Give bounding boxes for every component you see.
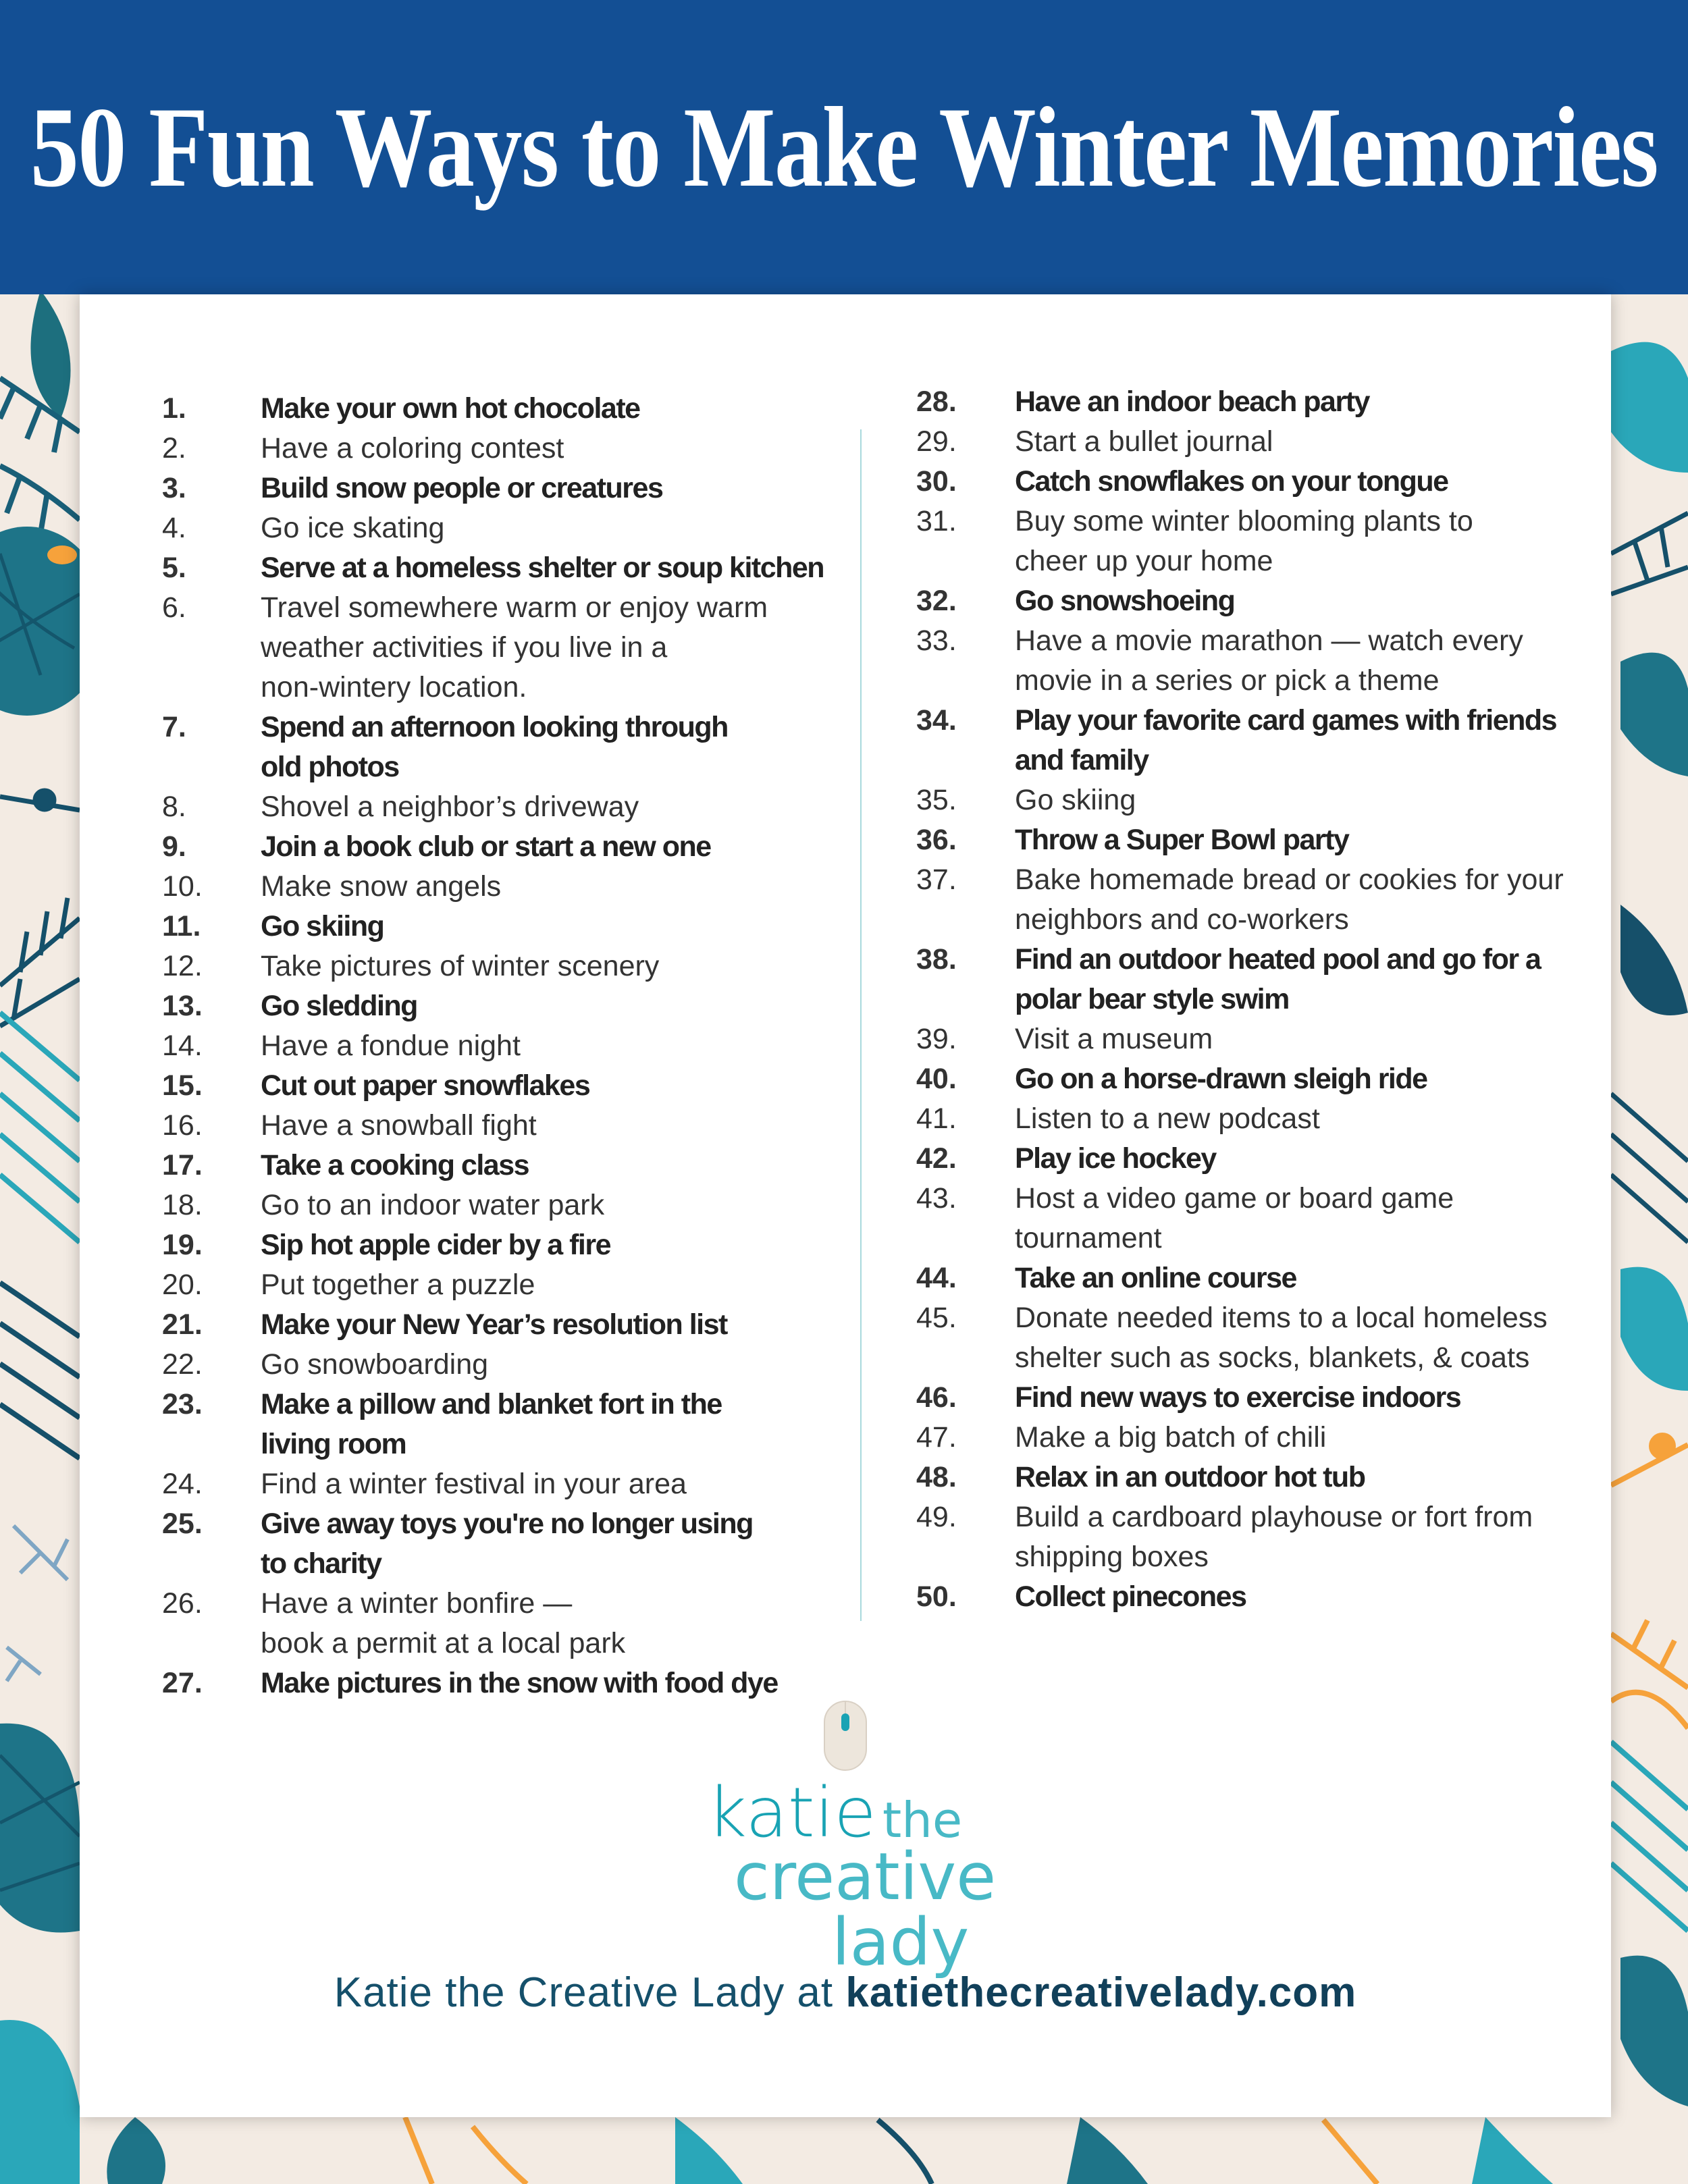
list-item-text: Play ice hockey	[1015, 1142, 1216, 1175]
brand-word-katie: katie	[707, 1773, 876, 1853]
list-item	[916, 1258, 1591, 1298]
list-item-number: 36.	[916, 824, 957, 856]
list-item-text: Bake homemade bread or cookies for your neighbors and co-workers	[1015, 863, 1564, 936]
list-item	[162, 907, 871, 947]
list-item	[916, 621, 1591, 701]
list-item	[916, 1019, 1591, 1059]
right-foliage-illustration	[1611, 342, 1688, 2106]
list-item-number: 25.	[162, 1508, 203, 1540]
list-card	[80, 294, 1611, 2117]
footer-credit	[80, 1969, 1611, 2017]
list-item-number: 6.	[162, 591, 186, 624]
list-item	[162, 588, 871, 708]
brand-word-lady: lady	[832, 1905, 970, 1980]
list-item-number: 12.	[162, 950, 203, 982]
list-item	[162, 389, 871, 429]
list-item-text: Go skiing	[1015, 784, 1136, 816]
page-title: 50 Fun Ways to Make Winter Memories	[30, 83, 1658, 211]
list-item-number: 45.	[916, 1302, 957, 1334]
list-item-number: 30.	[916, 465, 957, 498]
list-item-number: 39.	[916, 1023, 957, 1055]
list-item-number: 34.	[916, 704, 957, 737]
list-item	[916, 860, 1591, 940]
left-list-column	[162, 389, 871, 1703]
list-item-text: Make snow angels	[261, 870, 502, 903]
list-item-number: 24.	[162, 1468, 203, 1500]
list-item-number: 2.	[162, 432, 186, 464]
list-item-text: Find new ways to exercise indoors	[1015, 1381, 1461, 1414]
column-divider	[860, 429, 862, 1621]
list-item-text: Build a cardboard playhouse or fort from shipping boxes	[1015, 1501, 1533, 1573]
list-item-number: 19.	[162, 1229, 203, 1261]
list-item	[916, 1099, 1591, 1139]
list-item	[916, 1418, 1591, 1458]
list-item-text: Take an online course	[1015, 1262, 1296, 1294]
list-item-number: 44.	[916, 1262, 957, 1294]
list-item-number: 17.	[162, 1149, 203, 1181]
bottom-foliage-illustration	[107, 2117, 1553, 2184]
list-item	[162, 1026, 871, 1066]
list-item-text: Give away toys you're no longer using to charity	[261, 1508, 753, 1580]
list-item-text: Spend an afternoon looking through old photos	[261, 711, 728, 783]
list-item-text: Join a book club or start a new one	[261, 830, 711, 863]
list-item-number: 35.	[916, 784, 957, 816]
list-item	[916, 462, 1591, 502]
list-item-number: 40.	[916, 1063, 957, 1095]
list-item	[162, 787, 871, 827]
list-item-number: 50.	[916, 1580, 957, 1613]
list-item-text: Travel somewhere warm or enjoy warm weather activities if you live in a non-wintery location.	[261, 591, 768, 703]
list-item-text: Go snowshoeing	[1015, 585, 1235, 617]
list-item	[162, 827, 871, 867]
list-item-number: 32.	[916, 585, 957, 617]
list-item-text: Build snow people or creatures	[261, 472, 663, 504]
list-item-text: Find an outdoor heated pool and go for a polar bear style swim	[1015, 943, 1541, 1015]
list-item	[162, 1385, 871, 1464]
list-item-text: Make your New Year’s resolution list	[261, 1308, 727, 1341]
list-item-text: Take pictures of winter scenery	[261, 950, 660, 982]
list-item-text: Throw a Super Bowl party	[1015, 824, 1349, 856]
list-item	[162, 1066, 871, 1106]
footer-prefix: Katie the Creative Lady at	[334, 1969, 834, 2016]
list-item	[162, 429, 871, 469]
list-item	[162, 947, 871, 986]
list-item-number: 23.	[162, 1388, 203, 1420]
list-item	[916, 1298, 1591, 1378]
list-item-number: 5.	[162, 552, 186, 584]
list-item-text: Find a winter festival in your area	[261, 1468, 687, 1500]
list-item-text: Go on a horse-drawn sleigh ride	[1015, 1063, 1427, 1095]
list-item-text: Have an indoor beach party	[1015, 385, 1369, 418]
list-item-text: Have a fondue night	[261, 1030, 521, 1062]
list-item-number: 22.	[162, 1348, 203, 1381]
list-item-text: Collect pinecones	[1015, 1580, 1246, 1613]
brand-logo	[80, 1699, 1611, 1996]
brand-wordmark	[656, 1773, 1034, 1996]
list-item-text: Have a winter bonfire — book a permit at a local park	[261, 1587, 626, 1659]
list-item-text: Have a snowball fight	[261, 1109, 537, 1142]
list-item-number: 10.	[162, 870, 203, 903]
list-item-text: Go skiing	[261, 910, 384, 942]
list-item	[162, 1265, 871, 1305]
list-item-number: 20.	[162, 1269, 203, 1301]
list-item	[916, 1458, 1591, 1497]
list-item	[916, 1577, 1591, 1617]
list-item	[916, 1378, 1591, 1418]
list-item	[916, 1179, 1591, 1258]
list-item	[916, 780, 1591, 820]
list-item	[916, 422, 1591, 462]
footer-website-link[interactable]: katiethecreativelady.com	[845, 1969, 1357, 2016]
list-item-number: 15.	[162, 1069, 203, 1102]
list-item-text: Make your own hot chocolate	[261, 392, 640, 425]
list-item-text: Have a movie marathon — watch every movie in a series or pick a theme	[1015, 624, 1523, 697]
list-item	[916, 701, 1591, 780]
list-item	[162, 1106, 871, 1146]
list-item-number: 28.	[916, 385, 957, 418]
computer-mouse-icon	[822, 1699, 869, 1773]
header-banner	[0, 0, 1688, 294]
list-item	[162, 1663, 871, 1703]
list-item-number: 33.	[916, 624, 957, 657]
list-item-number: 11.	[162, 910, 201, 942]
list-item-text: Take a cooking class	[261, 1149, 529, 1181]
list-item	[162, 1345, 871, 1385]
list-item-number: 37.	[916, 863, 957, 896]
list-item	[916, 1497, 1591, 1577]
list-item	[916, 1059, 1591, 1099]
right-list-column	[916, 382, 1591, 1617]
list-item-number: 29.	[916, 425, 957, 458]
list-item-text: Buy some winter blooming plants to cheer up your home	[1015, 505, 1473, 577]
list-item-number: 16.	[162, 1109, 203, 1142]
list-item-text: Listen to a new podcast	[1015, 1102, 1320, 1135]
list-item-text: Go ice skating	[261, 512, 445, 544]
list-item	[162, 1464, 871, 1504]
list-item-number: 47.	[916, 1421, 957, 1454]
list-item	[162, 469, 871, 508]
list-item-number: 13.	[162, 990, 203, 1022]
list-item-text: Shovel a neighbor’s driveway	[261, 791, 639, 823]
list-item	[162, 986, 871, 1026]
list-item-text: Make pictures in the snow with food dye	[261, 1667, 778, 1699]
list-item-text: Play your favorite card games with friends and family	[1015, 704, 1557, 776]
list-item-number: 49.	[916, 1501, 957, 1533]
list-item	[162, 867, 871, 907]
list-item-number: 42.	[916, 1142, 957, 1175]
list-item-number: 46.	[916, 1381, 957, 1414]
list-item	[916, 820, 1591, 860]
list-item-text: Make a pillow and blanket fort in the living room	[261, 1388, 722, 1460]
list-item-number: 27.	[162, 1667, 203, 1699]
list-item-text: Make a big batch of chili	[1015, 1421, 1327, 1454]
brand-word-creative: creative	[734, 1839, 997, 1915]
list-item	[162, 1584, 871, 1663]
list-item-number: 18.	[162, 1189, 203, 1221]
list-item-text: Go to an indoor water park	[261, 1189, 605, 1221]
list-item	[916, 382, 1591, 422]
list-item	[162, 548, 871, 588]
list-item	[162, 1186, 871, 1225]
list-item-text: Visit a museum	[1015, 1023, 1213, 1055]
list-item	[162, 1305, 871, 1345]
list-item	[162, 508, 871, 548]
list-item-number: 4.	[162, 512, 186, 544]
list-item-number: 14.	[162, 1030, 203, 1062]
list-item-number: 7.	[162, 711, 186, 743]
list-item	[916, 502, 1591, 581]
brand-word-the: the	[882, 1792, 963, 1848]
list-item-text: Cut out paper snowflakes	[261, 1069, 590, 1102]
list-item-number: 21.	[162, 1308, 203, 1341]
list-item-text: Start a bullet journal	[1015, 425, 1273, 458]
list-item-number: 26.	[162, 1587, 203, 1620]
list-item	[162, 1504, 871, 1584]
list-item-number: 9.	[162, 830, 186, 863]
list-item-text: Go snowboarding	[261, 1348, 489, 1381]
list-item-text: Have a coloring contest	[261, 432, 564, 464]
list-item	[916, 940, 1591, 1019]
list-item	[162, 1225, 871, 1265]
list-item-number: 1.	[162, 392, 186, 425]
list-item-number: 43.	[916, 1182, 957, 1215]
list-item-text: Donate needed items to a local homeless shelter such as socks, blankets, & coats	[1015, 1302, 1548, 1374]
list-item-number: 8.	[162, 791, 186, 823]
list-item-number: 31.	[916, 505, 957, 537]
list-item-text: Sip hot apple cider by a fire	[261, 1229, 611, 1261]
list-item-number: 41.	[916, 1102, 957, 1135]
list-item-text: Serve at a homeless shelter or soup kitchen	[261, 552, 824, 584]
list-item	[916, 581, 1591, 621]
list-item	[162, 708, 871, 787]
list-item-text: Put together a puzzle	[261, 1269, 535, 1301]
list-item-text: Relax in an outdoor hot tub	[1015, 1461, 1365, 1493]
list-item	[162, 1146, 871, 1186]
list-item-number: 3.	[162, 472, 186, 504]
list-item	[916, 1139, 1591, 1179]
list-item-number: 38.	[916, 943, 957, 976]
list-item-text: Go sledding	[261, 990, 417, 1022]
list-item-number: 48.	[916, 1461, 957, 1493]
list-item-text: Host a video game or board game tournament	[1015, 1182, 1454, 1254]
list-item-text: Catch snowflakes on your tongue	[1015, 465, 1448, 498]
